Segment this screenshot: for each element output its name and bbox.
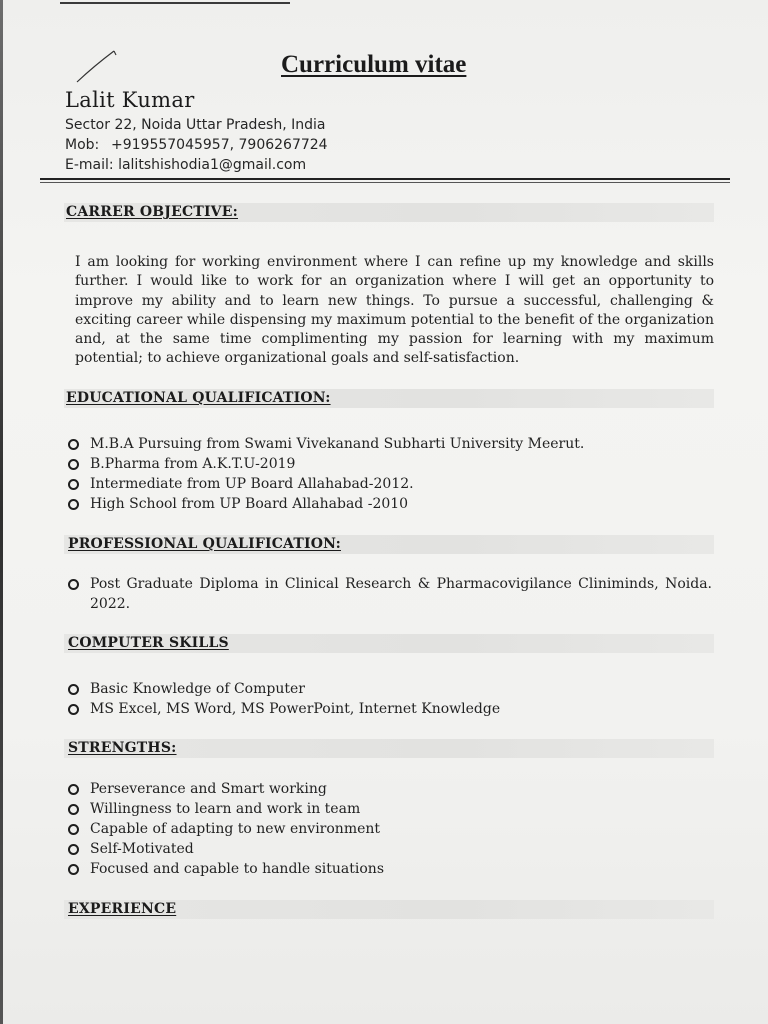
- circle-bullet-icon: [68, 704, 79, 715]
- page-left-edge-shadow: [0, 0, 3, 1024]
- list-item: Self-Motivated: [68, 839, 718, 859]
- career-objective-text: I am looking for working environment where I can refine up my knowledge and skills further. I would like to work for an organization where I will get an opportunity to improve my ability and to learn new things. To pursue a successful, challenging & exciting career while dispensing my maximum potential to the benefit of the organization and, at the same time complimenting my passion for learning with my maximum potential; to achieve organizational goals and self-satisfaction.: [75, 254, 714, 367]
- header-divider-thin: [40, 182, 730, 183]
- document-title: Curriculum vitae: [281, 51, 467, 78]
- top-rule: [60, 2, 290, 4]
- circle-bullet-icon: [68, 684, 79, 695]
- computer-skills-list: [68, 679, 718, 719]
- heading-computer-skills: COMPUTER SKILLS: [68, 635, 229, 651]
- list-item: Capable of adapting to new environment: [68, 819, 718, 839]
- email-value: lalitshishodia1@gmail.com: [118, 157, 307, 173]
- list-item: Post Graduate Diploma in Clinical Research & Pharmacovigilance Cliniminds, Noida. 2022.: [68, 574, 712, 614]
- circle-bullet-icon: [68, 459, 79, 470]
- candidate-name: Lalit Kumar: [65, 88, 195, 112]
- circle-bullet-icon: [68, 804, 79, 815]
- mobile-line: [65, 137, 328, 153]
- list-item: High School from UP Board Allahabad -2010: [68, 494, 718, 514]
- heading-strengths: STRENGTHS:: [68, 740, 177, 756]
- heading-educational-qualification: EDUCATIONAL QUALIFICATION:: [66, 390, 331, 406]
- circle-bullet-icon: [68, 864, 79, 875]
- mobile-value: +919557045957, 7906267724: [111, 137, 328, 153]
- header-divider-thick: [40, 178, 730, 180]
- list-item: M.B.A Pursuing from Swami Vivekanand Subharti University Meerut.: [68, 434, 718, 454]
- circle-bullet-icon: [68, 784, 79, 795]
- heading-career-objective: CARRER OBJECTIVE:: [66, 204, 238, 220]
- email-label: E-mail:: [65, 157, 114, 173]
- strengths-list: [68, 779, 718, 879]
- mobile-label: Mob:: [65, 137, 100, 153]
- email-line: [65, 157, 306, 173]
- heading-professional-qualification: PROFESSIONAL QUALIFICATION:: [68, 536, 341, 552]
- circle-bullet-icon: [68, 439, 79, 450]
- list-item: Basic Knowledge of Computer: [68, 679, 718, 699]
- circle-bullet-icon: [68, 844, 79, 855]
- professional-list: [68, 574, 718, 614]
- circle-bullet-icon: [68, 579, 79, 590]
- circle-bullet-icon: [68, 479, 79, 490]
- list-item: Willingness to learn and work in team: [68, 799, 718, 819]
- list-item: Intermediate from UP Board Allahabad-2012.: [68, 474, 718, 494]
- heading-experience: EXPERIENCE: [68, 901, 177, 917]
- pen-tick-mark-icon: [74, 48, 120, 86]
- list-item: Perseverance and Smart working: [68, 779, 718, 799]
- address-line: Sector 22, Noida Uttar Pradesh, India: [65, 117, 326, 133]
- list-item: MS Excel, MS Word, MS PowerPoint, Internet Knowledge: [68, 699, 718, 719]
- circle-bullet-icon: [68, 499, 79, 510]
- education-list: [68, 434, 718, 514]
- list-item: Focused and capable to handle situations: [68, 859, 718, 879]
- circle-bullet-icon: [68, 824, 79, 835]
- list-item: B.Pharma from A.K.T.U-2019: [68, 454, 718, 474]
